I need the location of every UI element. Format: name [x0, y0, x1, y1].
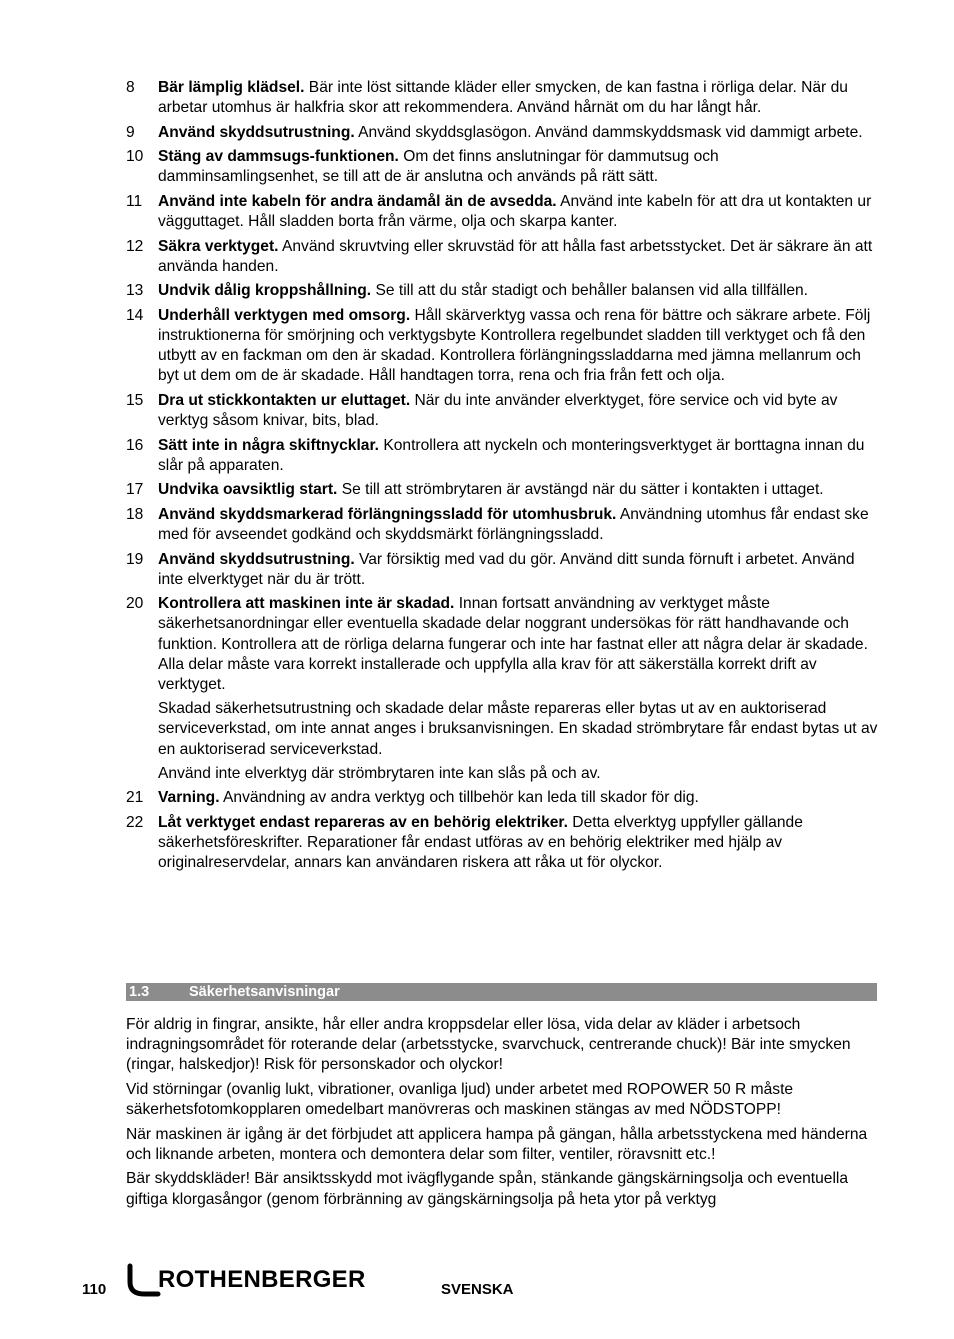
list-item — [126, 123, 878, 143]
item-heading: Använd skyddsutrustning. — [158, 123, 355, 141]
item-heading: Varning. — [158, 789, 220, 807]
list-item — [126, 505, 878, 545]
item-body — [158, 281, 878, 301]
list-item — [126, 192, 878, 232]
item-extra-paragraph: Använd inte elverktyg där strömbrytaren inte kan slås på och av. — [158, 764, 601, 782]
item-text: Användning utomhus får endast ske med för avseendet godkänd och skyddsmärkt förlängningssladd. — [158, 505, 869, 544]
item-number: 13 — [126, 282, 144, 300]
item-heading: Stäng av dammsugs-funktionen. — [158, 148, 399, 166]
item-number: 12 — [126, 237, 144, 255]
body-paragraph: Vid störningar (ovanlig lukt, vibrationer, ovanliga ljud) under arbetet med ROPOWER 50 R måste säkerhetsfotomkopplaren omedelbart manövreras och maskinen stängas av med NÖDSTOPP! — [126, 1080, 794, 1119]
list-item — [126, 480, 878, 500]
item-heading: Använd skyddsmarkerad förlängningssladd för utomhusbruk. — [158, 505, 617, 523]
item-body — [158, 237, 878, 277]
item-text: När du inte använder elverktyget, före service och vid byte av verktyg såsom knivar, bits, blad. — [158, 391, 838, 430]
item-number: 21 — [126, 789, 144, 807]
item-heading: Bär lämplig klädsel. — [158, 79, 305, 96]
footer-language: SVENSKA — [441, 1281, 514, 1298]
logo-wordmark: ROTHENBERGER — [158, 1266, 366, 1293]
item-number: 17 — [126, 481, 144, 499]
item-number: 18 — [126, 505, 144, 523]
item-text: Om det finns anslutningar för dammutsug och damminsamlingsenhet, se till att de är anslutna och används på rätt sätt. — [158, 148, 719, 186]
item-body — [158, 147, 878, 187]
page-number: 110 — [82, 1281, 107, 1298]
item-heading: Kontrollera att maskinen inte är skadad. — [158, 595, 455, 613]
section-body — [126, 1015, 878, 1214]
item-body — [158, 123, 878, 143]
item-text: Detta elverktyg uppfyller gällande säkerhetsföreskrifter. Reparationer får endast utföras av en behörig elektriker med hjälp av originalreservdelar, annars kan användaren riskera att råka ut för olyckor. — [158, 813, 803, 872]
item-text: Kontrollera att nyckeln och monteringsverktyget är borttagna innan du slår på apparaten. — [158, 436, 865, 474]
item-number: 16 — [126, 436, 144, 454]
item-body — [158, 78, 878, 118]
body-paragraph: För aldrig in fingrar, ansikte, hår eller andra kroppsdelar eller lösa, vida delar av kläder i arbetsoch indragningsområdet för roterande delar (arbetsstycke, svarvchuck, centrerande chuck)! Bär inte smycken (ringar, halskedjor)! Risk för personskador och olyckor! — [126, 1016, 851, 1074]
item-body — [158, 306, 878, 387]
item-text: Använd skruvtving eller skruvstäd för att hålla fast arbetsstycket. Det är säkrare än att använda handen. — [158, 237, 873, 275]
section-title: Säkerhetsanvisningar — [189, 984, 340, 1000]
item-text: Se till att du står stadigt och behåller balansen vid alla tillfällen. — [371, 282, 809, 300]
item-heading: Dra ut stickkontakten ur eluttaget. — [158, 391, 411, 409]
item-body — [158, 788, 878, 808]
item-text: Använd inte kabeln för att dra ut kontakten ur vägguttaget. Håll sladden borta från värme, olja och skarpa kanter. — [158, 192, 872, 231]
list-item — [126, 147, 878, 187]
list-item — [126, 813, 878, 874]
body-paragraph: När maskinen är igång är det förbjudet att applicera hampa på gängan, hålla arbetsstyckena med händerna och liknande arbeten, montera och demontera delar som filter, ventiler, röravsnitt etc.! — [126, 1125, 868, 1163]
list-item — [126, 78, 878, 118]
item-body — [158, 813, 878, 874]
item-body — [158, 594, 878, 784]
section-number: 1.3 — [129, 984, 150, 1000]
list-item — [126, 391, 878, 431]
item-text: Använd skyddsglasögon. Använd dammskyddsmask vid dammigt arbete. — [354, 123, 863, 141]
section-header — [126, 983, 877, 1001]
item-heading: Använd skyddsutrustning. — [158, 550, 355, 568]
item-heading: Undvika oavsiktlig start. — [158, 481, 338, 499]
list-item — [126, 306, 878, 387]
item-number: 14 — [126, 306, 144, 324]
list-item — [126, 281, 878, 301]
item-body — [158, 436, 878, 476]
body-paragraph: Bär skyddskläder! Bär ansiktsskydd mot ivägflygande spån, stänkande gängskärningsolja och eventuella giftiga klorgasångor (genom förbränning av gängskärningsolja på heta ytor på verktyg — [126, 1170, 849, 1208]
item-heading: Använd inte kabeln för andra ändamål än de avsedda. — [158, 192, 557, 210]
item-number: 15 — [126, 391, 144, 409]
item-text: Användning av andra verktyg och tillbehör kan leda till skador för dig. — [219, 789, 699, 807]
item-number: 10 — [126, 148, 144, 166]
item-body — [158, 550, 878, 590]
item-heading: Låt verktyget endast repareras av en behörig elektriker. — [158, 813, 568, 831]
list-item — [126, 237, 878, 277]
item-number: 9 — [126, 123, 135, 141]
list-item — [126, 550, 878, 590]
item-heading: Underhåll verktygen med omsorg. — [158, 306, 411, 324]
item-body — [158, 505, 878, 545]
item-text: Håll skärverktyg vassa och rena för bättre och säkrare arbete. Följ instruktionerna för smörjning och verktygsbyte Kontrollera regelbundet sladden till verktyget och få den utbytt av en fackman om den är skadad. Kontrollera förlängningssladdarna med jämna mellanrum och byt ut dem om de är skadade. Håll handtagen torra, rena och fria från fett och olja. — [158, 306, 871, 385]
item-extra-paragraph: Skadad säkerhetsutrustning och skadade delar måste repareras eller bytas ut av en auktoriserad serviceverkstad, om inte annat anges i bruksanvisningen. En skadad strömbrytare får endast bytas ut av en auktoriserad serviceverkstad. — [158, 700, 878, 758]
item-text: Var försiktig med vad du gör. Använd ditt sunda förnuft i arbetet. Använd inte elverktyget när du är trött. — [158, 550, 855, 588]
item-number: 22 — [126, 813, 144, 831]
list-item — [126, 788, 878, 808]
item-number: 19 — [126, 550, 144, 568]
item-text: Innan fortsatt användning av verktyget måste säkerhetsanordningar eller eventuella skadade delar noggrant undersökas för rätt handhavande och funktion. Kontrollera att de rörliga delarna fungerar och inte har fastnat eller att några delar är skadade. Alla delar måste vara korrekt installerade och uppfylla alla krav för att säkerställa korrekt drift av verktyget. — [158, 595, 868, 694]
item-number: 11 — [126, 192, 143, 210]
item-heading: Säkra verktyget. — [158, 237, 279, 255]
list-item — [126, 436, 878, 476]
item-body — [158, 192, 878, 232]
item-heading: Undvik dålig kroppshållning. — [158, 282, 372, 300]
item-text: Bär inte löst sittande kläder eller smycken, de kan fastna i rörliga delar. När du arbetar utomhus är halkfria skor att rekommendera. Använd hårnät om du har långt hår. — [158, 79, 848, 117]
item-number: 20 — [126, 595, 144, 613]
item-text: Se till att strömbrytaren är avstängd när du sätter i kontakten i uttaget. — [337, 481, 824, 499]
item-body — [158, 391, 878, 431]
item-number: 8 — [126, 79, 135, 96]
item-heading: Sätt inte in några skiftnycklar. — [158, 436, 379, 454]
item-body — [158, 480, 878, 500]
rothenberger-logo — [124, 1262, 366, 1298]
list-item — [126, 594, 878, 784]
safety-instructions-list — [126, 78, 878, 878]
